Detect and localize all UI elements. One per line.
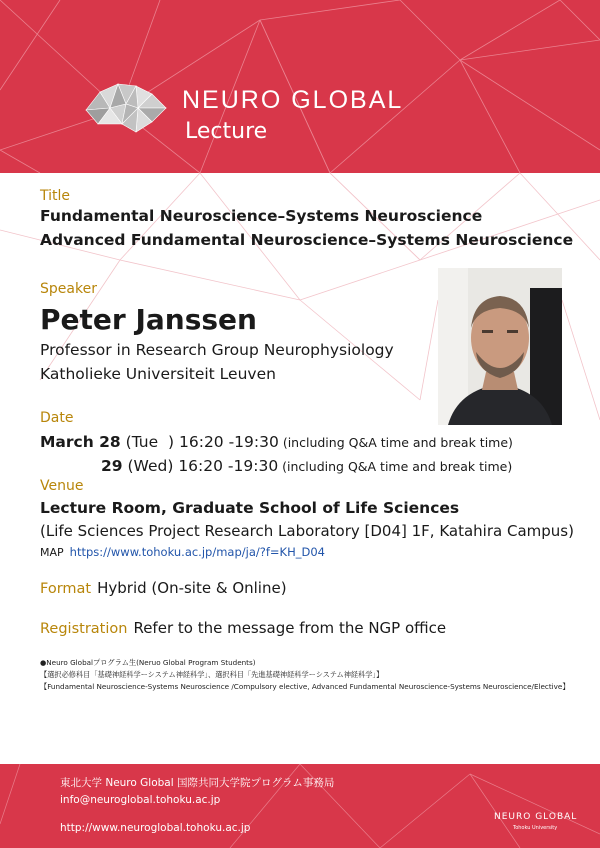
venue-name: Lecture Room, Graduate School of Life Sciences [40,499,460,517]
note-line-2: 【選択必修科目「基礎神経科学ーシステム神経科学」、選択科目「先進基礎神経科学ーシステム神経科学」】 [40,670,384,679]
header-banner [0,0,600,173]
registration-label: Registration [40,621,128,637]
speaker-name: Peter Janssen [40,303,257,336]
lecture-subtitle: Lecture [185,119,268,144]
date-1-time: (Tue ) 16:20 -19:30 [120,433,279,451]
footer-office: 東北大学 Neuro Global 国際共同大学院プログラム事務局 [60,777,335,789]
speaker-label: Speaker [40,281,97,297]
brand-title: NEURO GLOBAL [182,86,404,114]
note-line-1: ●Neuro Globalプログラム生(Neruo Global Program Students) [40,658,256,667]
format-label: Format [40,581,92,597]
date-label: Date [40,410,74,426]
registration-value: Refer to the message from the NGP office [133,619,447,637]
footer-logo-sub: Tohoku University [513,825,558,831]
date-1-note: (including Q&A time and break time) [278,435,513,450]
date-row-1 [40,432,513,451]
speaker-photo [438,268,562,425]
footer-url[interactable]: http://www.neuroglobal.tohoku.ac.jp [60,822,251,834]
format-value: Hybrid (On-site & Online) [97,579,287,597]
date-2-day: 29 [101,457,123,475]
map-link[interactable]: https://www.tohoku.ac.jp/map/ja/?f=KH_D04 [69,545,325,559]
date-row-2 [101,456,512,475]
venue-detail: (Life Sciences Project Research Laboratory [D04] 1F, Katahira Campus) [40,522,574,540]
map-row [40,545,325,559]
venue-label: Venue [40,478,84,494]
registration-row [40,618,446,637]
date-2-time: (Wed) 16:20 -19:30 [122,457,279,475]
date-2-note: (including Q&A time and break time) [278,459,513,474]
footer-email[interactable]: info@neuroglobal.tohoku.ac.jp [60,794,221,806]
brain-logo-icon [78,80,174,136]
speaker-position: Professor in Research Group Neurophysiology [40,341,394,359]
note-line-3: 【Fundamental Neuroscience-Systems Neuroscience /Compulsory elective, Advanced Fundamental Neuroscience-Systems Neuroscience/Elective】 [40,682,570,691]
title-line-2: Advanced Fundamental Neuroscience–Systems Neuroscience [40,231,574,249]
footer-logo: NEURO GLOBAL [494,812,578,822]
title-line-1: Fundamental Neuroscience–Systems Neuroscience [40,207,483,225]
title-label: Title [40,188,71,204]
map-label: MAP [40,546,64,559]
speaker-institution: Katholieke Universiteit Leuven [40,365,276,383]
date-1-day: March 28 [40,433,121,451]
format-row [40,578,287,597]
